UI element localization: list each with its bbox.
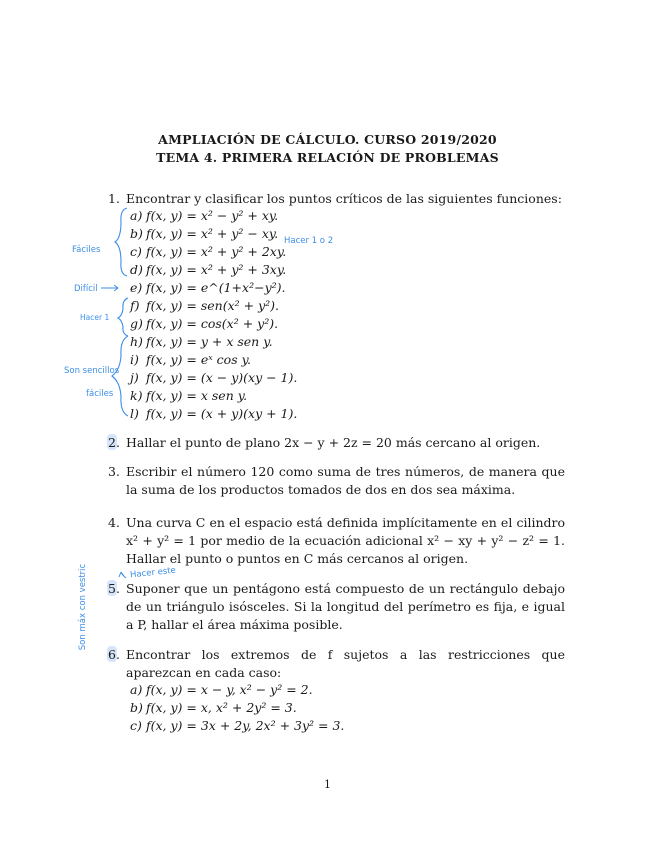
- item-label: h): [130, 334, 143, 349]
- annotation-faciles-2: fáciles: [86, 389, 114, 399]
- item-expression: f(x, y) = x, x² + 2y² = 3.: [146, 700, 297, 715]
- item-label: d): [130, 262, 143, 277]
- item-label: e): [130, 280, 143, 295]
- item-label: g): [130, 316, 143, 331]
- item-expression: f(x, y) = e^(1+x²−y²).: [146, 280, 286, 295]
- annotation-faciles: Fáciles: [72, 245, 101, 255]
- problem-number: 1.: [108, 191, 120, 206]
- item-label: j): [130, 370, 139, 385]
- item-expression: f(x, y) = (x + y)(xy + 1).: [146, 406, 298, 421]
- problem-number: 5.: [108, 581, 120, 596]
- item-label: l): [130, 406, 139, 421]
- problem-number: 6.: [108, 647, 120, 662]
- item-expression: f(x, y) = sen(x² + y²).: [146, 298, 280, 313]
- item-label: a): [130, 208, 143, 223]
- problem-number: 3.: [108, 464, 120, 479]
- item-expression: f(x, y) = y + x sen y.: [146, 334, 273, 349]
- annotation-hacer-1: Hacer 1: [80, 313, 110, 322]
- doc-title-line1: AMPLIACIÓN DE CÁLCULO. CURSO 2019/2020: [158, 132, 497, 147]
- problem-text: Una curva C en el espacio está definida implícitamente en el cilindro x² + y² = 1 por medio de la ecuación adicional x² − xy + y² − z² = 1. Hallar el punto o puntos en C más cercanos al origen.: [126, 515, 565, 566]
- item-label: b): [130, 700, 143, 715]
- item-expression: f(x, y) = (x − y)(xy − 1).: [146, 370, 298, 385]
- doc-title-line2: TEMA 4. PRIMERA RELACIÓN DE PROBLEMAS: [156, 150, 499, 165]
- item-expression: f(x, y) = x² + y² − xy.: [146, 226, 279, 241]
- problem-text: Hallar el punto de plano 2x − y + 2z = 20 más cercano al origen.: [126, 435, 541, 450]
- annotation-hacer-1o2: Hacer 1 o 2: [284, 236, 334, 246]
- item-expression: f(x, y) = eˣ cos y.: [146, 352, 251, 367]
- item-expression: f(x, y) = cos(x² + y²).: [146, 316, 279, 331]
- problem-text: Suponer que un pentágono está compuesto de un rectángulo debajo de un triángulo isósceles. Si la longitud del perímetro es fija, e igual a P, hallar el área máxima posible.: [126, 581, 565, 632]
- annotation-hacer-este: Hacer este: [129, 565, 177, 581]
- item-label: a): [130, 682, 143, 697]
- page-number: 1: [324, 778, 331, 791]
- problem-text: Escribir el número 120 como suma de tres números, de manera que la suma de los productos tomados de dos en dos sea máxima.: [126, 464, 565, 497]
- annotation-son-sencillos: Son sencillos: [64, 366, 120, 376]
- item-label: b): [130, 226, 143, 241]
- annotation-son-max-convestric: Son máx con vestric: [78, 563, 89, 651]
- item-expression: f(x, y) = x sen y.: [146, 388, 248, 403]
- item-expression: f(x, y) = x² + y² + 3xy.: [146, 262, 287, 277]
- item-label: c): [130, 718, 142, 733]
- problem-text: Encontrar y clasificar los puntos críticos de las siguientes funciones:: [126, 191, 562, 206]
- item-expression: f(x, y) = x² + y² + 2xy.: [146, 244, 287, 259]
- item-label: c): [130, 244, 142, 259]
- item-label: f): [130, 298, 140, 313]
- problem-text: Encontrar los extremos de f sujetos a las restricciones que aparezcan en cada caso:: [126, 647, 565, 680]
- annotation-dificil: Difícil: [74, 284, 98, 294]
- item-expression: f(x, y) = x − y, x² − y² = 2.: [146, 682, 313, 697]
- item-expression: f(x, y) = 3x + 2y, 2x² + 3y² = 3.: [146, 718, 345, 733]
- item-label: i): [130, 352, 139, 367]
- problem-number: 4.: [108, 515, 120, 530]
- problem-number: 2.: [108, 435, 120, 450]
- item-expression: f(x, y) = x² − y² + xy.: [146, 208, 279, 223]
- item-label: k): [130, 388, 143, 403]
